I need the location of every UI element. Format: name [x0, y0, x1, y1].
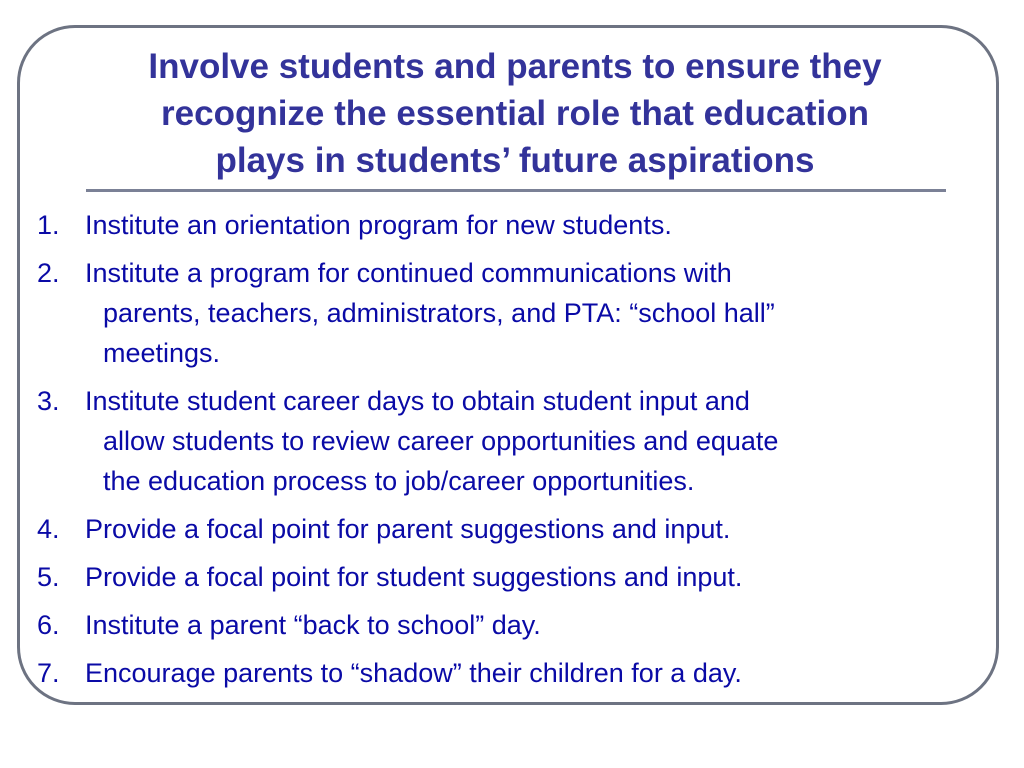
- list-item: [37, 557, 987, 597]
- title-line: Involve students and parents to ensure they: [148, 47, 882, 86]
- slide-title: [90, 43, 940, 184]
- item-number: 6.: [37, 610, 60, 640]
- item-text-continued: parents, teachers, administrators, and PTA: “school hall”: [103, 298, 775, 328]
- item-number: 5.: [37, 562, 60, 592]
- item-number: 1.: [37, 210, 60, 240]
- list-item: [37, 381, 987, 501]
- item-text: Encourage parents to “shadow” their children for a day.: [85, 658, 742, 688]
- item-number: 7.: [37, 658, 60, 688]
- item-number: 2.: [37, 258, 60, 288]
- title-line: plays in students’ future aspirations: [215, 141, 815, 180]
- title-line: recognize the essential role that education: [161, 94, 869, 133]
- list-item: [37, 253, 987, 373]
- action-list: [37, 205, 987, 701]
- item-number: 4.: [37, 514, 60, 544]
- list-item: [37, 653, 987, 693]
- list-item: [37, 605, 987, 645]
- item-text-continued: allow students to review career opportunities and equate: [103, 426, 779, 456]
- title-divider: [86, 189, 946, 192]
- list-item: [37, 509, 987, 549]
- item-text: Provide a focal point for student suggestions and input.: [85, 562, 743, 592]
- item-text-continued: the education process to job/career opportunities.: [103, 466, 695, 496]
- item-text: Provide a focal point for parent suggestions and input.: [85, 514, 731, 544]
- list-item: [37, 205, 987, 245]
- item-text: Institute an orientation program for new students.: [85, 210, 672, 240]
- item-text: Institute a program for continued communications with: [85, 258, 732, 288]
- item-text-continued: meetings.: [103, 338, 221, 368]
- item-text: Institute student career days to obtain student input and: [85, 386, 750, 416]
- item-number: 3.: [37, 386, 60, 416]
- item-text: Institute a parent “back to school” day.: [85, 610, 541, 640]
